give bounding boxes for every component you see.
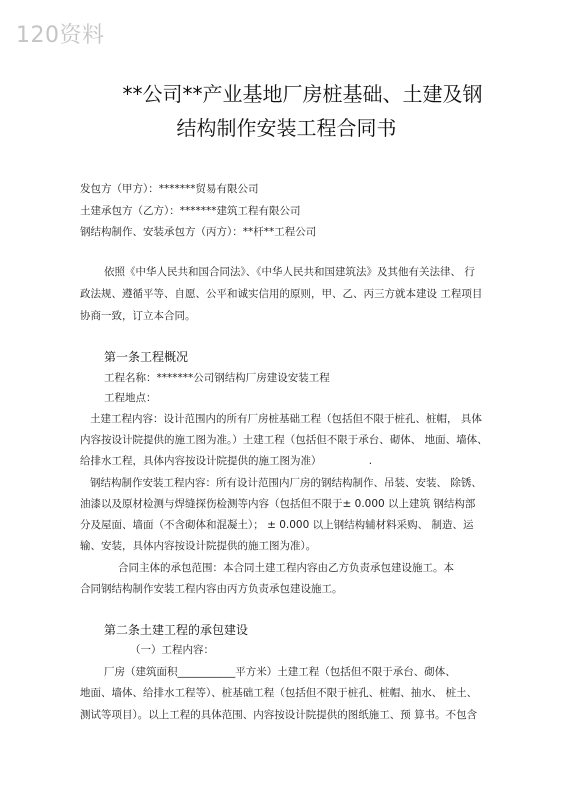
civil-line-2: 内容按设计院提供的施工图为准。）土建工程（包括但不限于承台、砌体、 地面、墙体、 — [80, 434, 488, 446]
document-title-line2: 结构制作安装工程合同书 — [176, 116, 397, 140]
scope-line-1: 合同主体的承包范围：本合同土建工程内容由乙方负责承包建设施工。本 — [118, 562, 454, 574]
steel-line-4: 输、安装，具体内容按设计院提供的施工图为准）。 — [80, 540, 317, 552]
document-title-line1: **公司**产业基地厂房桩基础、土建及钢 — [122, 82, 483, 106]
article2-line-1: 厂房（建筑面积___________平方米）土建工程（包括但不限于承台、砌体、 — [104, 666, 456, 678]
project-location: 工程地点： — [104, 392, 157, 404]
civil-line-3: 给排水工程，具体内容按设计院提供的施工图为准） . — [80, 455, 373, 467]
article1-heading: 第一条工程概况 — [104, 350, 189, 364]
article2-line-3: 测试等项目）。以上工程的具体范围、内容按设计院提供的图纸施工、预 算书。不包含 — [80, 709, 478, 721]
article2-heading: 第二条土建工程的承包建设 — [104, 623, 249, 637]
article2-subheading: （一）工程内容： — [130, 644, 214, 656]
intro-line-3: 协商一致，订立本合同。 — [80, 310, 196, 322]
civil-line-1: 土建工程内容：设计范围内的所有厂房桩基础工程（包括但不限于桩孔、桩帽， 具体 — [90, 413, 482, 425]
steel-line-3: 分及屋面、墙面（不含砌体和混凝土）； ± 0.000 以上钢结构辅材料采购、 制造、运 — [80, 519, 474, 531]
steel-line-1: 钢结构制作安装工程内容：所有设计范围内厂房的钢结构制作、吊装、安装、 除锈、 — [90, 477, 482, 489]
article2-line-2: 地面、墙体、给排水工程等）、桩基础工程（包括但不限于桩孔、桩帽、抽水、 桩土、 — [80, 687, 478, 699]
scope-line-2: 合同钢结构制作安装工程内容由丙方负责承包建设施工。 — [80, 583, 343, 595]
party-a: 发包方（甲方）：*******贸易有限公司 — [80, 183, 259, 195]
intro-line-2: 政法规、遵循平等、自愿、公平和诚实信用的原则，甲、乙、丙三方就本建设 工程项目 — [80, 288, 483, 300]
party-b: 土建承包方（乙方）：*******建筑工程有限公司 — [80, 205, 301, 217]
steel-line-2: 油漆以及原材检测与焊缝探伤检测等内容（包括但不限于± 0.000 以上建筑 钢结构部 — [80, 498, 476, 510]
project-name: 工程名称：*******公司钢结构厂房建设安装工程 — [104, 372, 330, 384]
watermark-text: 120资料 — [16, 23, 105, 48]
party-c: 钢结构制作、安装承包方（丙方）：**杆**工程公司 — [80, 226, 317, 238]
intro-line-1: 依照《中华人民共和国合同法》、《中华人民共和国建筑法》及其他有关法律、 行 — [104, 266, 475, 278]
